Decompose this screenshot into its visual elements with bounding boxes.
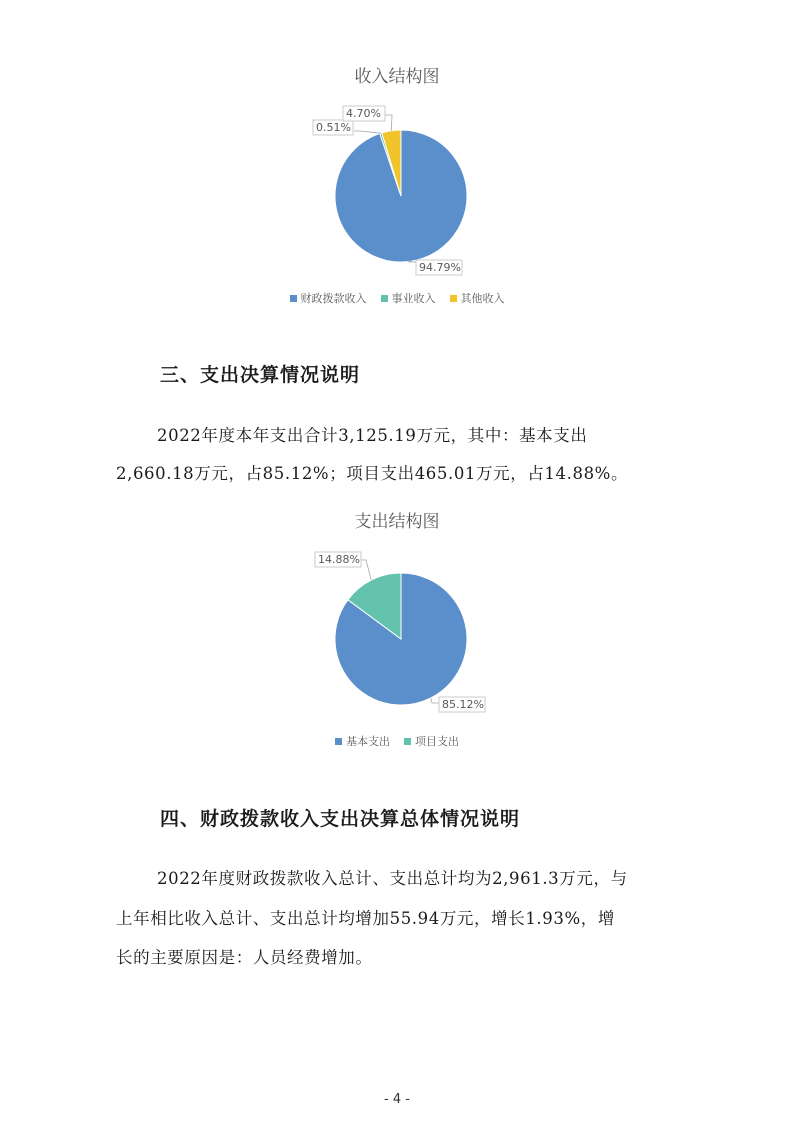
legend-label: 基本支出: [346, 735, 390, 748]
legend-item-project: [404, 733, 459, 749]
legend-label: 事业收入: [391, 292, 436, 305]
section3-heading: 三、支出决算情况说明: [160, 364, 361, 386]
section3-line2: 2,660.18万元，占85.12%；项目支出465.01万元，占14.88%。: [116, 464, 629, 483]
data-label: 85.12%: [442, 698, 484, 711]
data-label: 94.79%: [419, 261, 461, 274]
legend-swatch: [404, 738, 411, 745]
leader-line: [360, 560, 371, 580]
data-label: 14.88%: [318, 553, 360, 566]
expense-legend: [0, 733, 794, 749]
page-number: - 4 -: [384, 1092, 410, 1107]
legend-item-basic: [335, 733, 390, 749]
section4-line3: 长的主要原因是：人员经费增加。: [116, 948, 373, 967]
section4-heading: 四、财政拨款收入支出决算总体情况说明: [160, 808, 521, 830]
data-label: 0.51%: [316, 121, 351, 134]
data-label: 4.70%: [346, 107, 381, 120]
section4-line2: 上年相比收入总计、支出总计均增加55.94万元，增长1.93%，增: [116, 909, 615, 928]
legend-label: 项目支出: [415, 735, 459, 748]
legend-swatch: [335, 738, 342, 745]
income-chart-title: 收入结构图: [354, 67, 440, 87]
legend-label: 其他收入: [460, 292, 505, 305]
expense-chart-title: 支出结构图: [354, 512, 440, 532]
legend-label: 财政拨款收入: [300, 292, 367, 305]
section4-line1: 2022年度财政拨款收入总计、支出总计均为2,961.3万元，与: [157, 869, 628, 888]
section3-line1: 2022年度本年支出合计3,125.19万元，其中：基本支出: [157, 426, 588, 445]
